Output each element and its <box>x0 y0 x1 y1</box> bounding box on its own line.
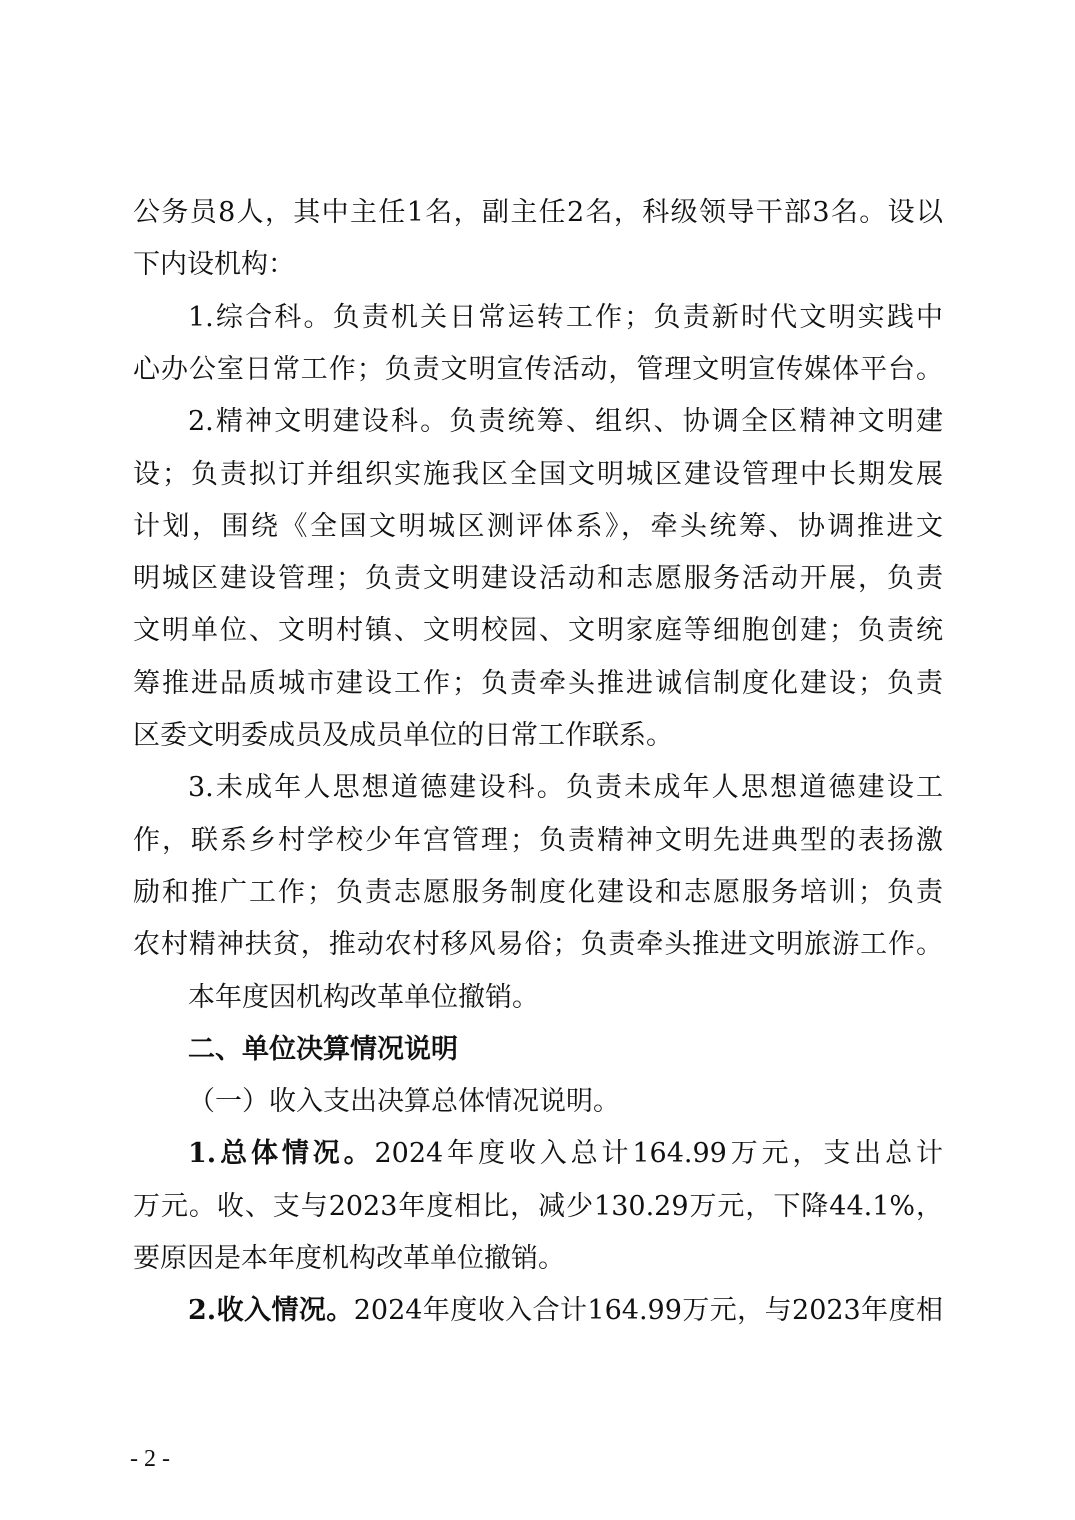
line-text: 区委文明委成员及成员单位的日常工作联系。 <box>133 720 673 751</box>
line-text: 下内设机构： <box>133 249 295 281</box>
line-text: 2024年度收入总计164.99万元，支出总计 <box>374 1138 943 1170</box>
text-line <box>188 1134 943 1174</box>
line-text: 万元。收、支与2023年度相比，减少130.29万元，下降44.1%， <box>133 1190 943 1222</box>
text-line <box>188 1082 943 1122</box>
line-text: 要原因是本年度机构改革单位撤销。 <box>133 1243 565 1274</box>
text-line <box>133 664 943 704</box>
text-line <box>188 1030 943 1070</box>
text-line <box>133 873 943 913</box>
text-line <box>188 978 943 1018</box>
line-text: 3.未成年人思想道德建设科。负责未成年人思想道德建设工 <box>188 772 943 804</box>
line-text: （一）收入支出决算总体情况说明。 <box>188 1086 620 1118</box>
text-line <box>188 298 943 338</box>
text-line <box>188 768 943 808</box>
text-line <box>133 611 943 651</box>
text-line <box>133 193 943 233</box>
bold-heading: 1.总体情况。 <box>188 1138 375 1170</box>
text-line <box>133 821 943 861</box>
line-text: 计划，围绕《全国文明城区测评体系》，牵头统筹、协调推进文 <box>133 510 943 542</box>
line-text: 2024年度收入合计164.99万元，与2023年度相 <box>353 1295 943 1327</box>
line-text: 2.精神文明建设科。负责统筹、组织、协调全区精神文明建 <box>188 406 943 438</box>
text-line <box>188 1291 943 1331</box>
text-line <box>133 245 943 285</box>
text-line <box>133 1239 943 1279</box>
line-text: 文明单位、文明村镇、文明校园、文明家庭等细胞创建；负责统 <box>133 615 943 647</box>
bold-heading: 二、单位决算情况说明 <box>188 1033 458 1065</box>
line-text: 设；负责拟订并组织实施我区全国文明城区建设管理中长期发展 <box>133 458 943 490</box>
line-text: 心办公室日常工作；负责文明宣传活动，管理文明宣传媒体平台。 <box>133 353 943 385</box>
text-line <box>133 925 943 965</box>
text-line <box>133 559 943 599</box>
text-line <box>188 402 943 442</box>
line-text: 农村精神扶贫，推动农村移风易俗；负责牵头推进文明旅游工作。 <box>133 929 943 961</box>
line-text: 1.综合科。负责机关日常运转工作；负责新时代文明实践中 <box>188 301 943 333</box>
text-line <box>133 350 943 390</box>
page-number: - 2 - <box>130 1446 170 1472</box>
text-line <box>133 716 943 756</box>
line-text: 公务员8人，其中主任1名，副主任2名，科级领导干部3名。设以 <box>133 197 943 228</box>
line-text: 作，联系乡村学校少年宫管理；负责精神文明先进典型的表扬激 <box>133 824 943 856</box>
text-line <box>133 455 943 495</box>
text-line <box>133 1187 943 1227</box>
bold-heading: 2.收入情况。 <box>188 1295 354 1327</box>
line-text: 励和推广工作；负责志愿服务制度化建设和志愿服务培训；负责 <box>133 876 943 908</box>
line-text: 明城区建设管理；负责文明建设活动和志愿服务活动开展，负责 <box>133 563 943 595</box>
line-text: 本年度因机构改革单位撤销。 <box>188 981 539 1013</box>
line-text: 筹推进品质城市建设工作；负责牵头推进诚信制度化建设；负责 <box>133 667 943 699</box>
text-line <box>133 507 943 547</box>
